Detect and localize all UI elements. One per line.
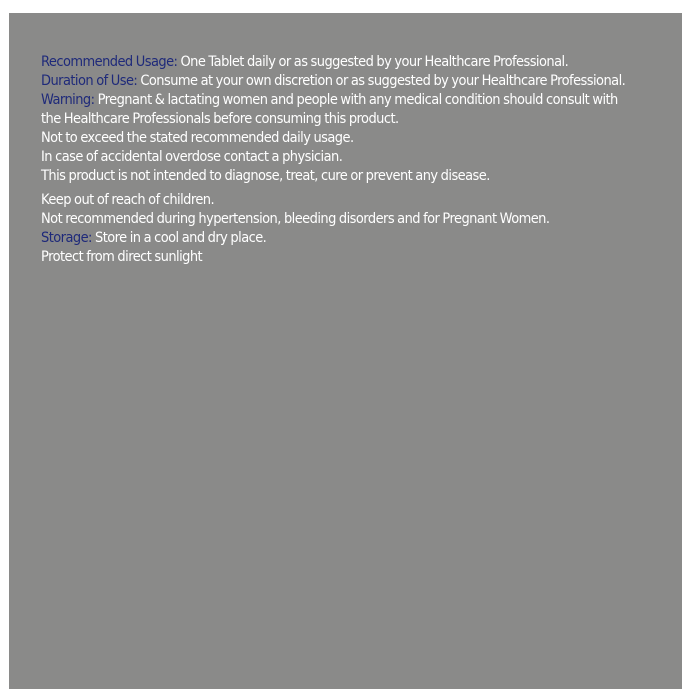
note-daily-usage: Not to exceed the stated recommended daily usage.: [41, 130, 354, 146]
note-not-intended: This product is not intended to diagnose, treat, cure or prevent any disease.: [41, 168, 490, 184]
info-panel: [9, 13, 682, 689]
warning-label: Warning:: [41, 92, 95, 108]
recommended-usage-text: One Tablet daily or as suggested by your Healthcare Professional.: [177, 54, 569, 70]
recommended-usage-label: Recommended Usage:: [41, 54, 178, 70]
note-not-recommended: Not recommended during hypertension, bleeding disorders and for Pregnant Women.: [41, 211, 550, 227]
note-overdose: In case of accidental overdose contact a physician.: [41, 149, 343, 165]
note-keep-away-children: Keep out of reach of children.: [41, 192, 215, 208]
duration-of-use-text: Consume at your own discretion or as suggested by your Healthcare Professional.: [137, 73, 626, 89]
storage-label: Storage:: [41, 230, 92, 246]
warning-text: Pregnant & lactating women and people with any medical condition should consult with the Healthcare Professionals before consuming this product.: [41, 92, 618, 127]
product-info-text: [41, 53, 629, 267]
recommended-usage-line: [41, 53, 629, 72]
storage-text: Store in a cool and dry place.: [91, 230, 267, 246]
storage-note: Protect from direct sunlight: [41, 249, 203, 265]
duration-of-use-label: Duration of Use:: [41, 73, 138, 89]
storage-line: [41, 229, 629, 248]
duration-of-use-line: [41, 72, 629, 91]
warning-line: [41, 91, 629, 129]
